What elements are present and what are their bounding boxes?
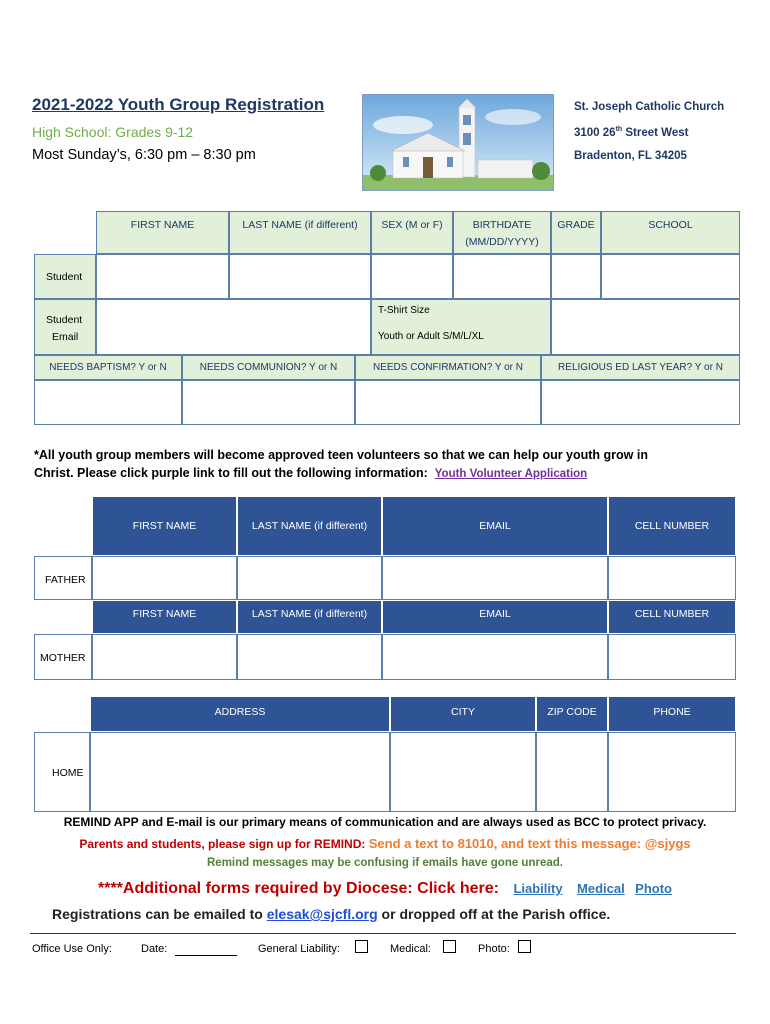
general-liability-label: General Liability: [258,943,340,955]
church-address: 3100 26th Street West [574,126,689,139]
church-city: Bradenton, FL 34205 [574,150,687,162]
father-first-name-label: FIRST NAME [132,520,197,532]
father-label: FATHER [45,574,86,586]
tshirt-size-label-2: Youth or Adult S/M/L/XL [378,331,484,342]
header-first-name [96,211,229,254]
remind-primary-text: REMIND APP and E-mail is our primary means of communication and are always used as BCC to protect privacy. [63,815,707,829]
mother-email-field[interactable] [382,634,608,680]
needs-confirmation-field[interactable] [355,380,541,425]
mother-cell-field[interactable] [608,634,736,680]
father-email-label: EMAIL [479,520,511,532]
header-birthdate-label: BIRTHDATE [472,219,532,231]
home-address-field[interactable] [90,732,390,812]
mother-first-name-field[interactable] [92,634,237,680]
home-zip-field[interactable] [536,732,608,812]
mother-label: MOTHER [40,652,86,664]
date-label: Date: [141,943,168,955]
father-first-name-field[interactable] [92,556,237,600]
mother-last-name-label: LAST NAME (if different) [251,608,368,620]
schedule-text: Most Sunday’s, 6:30 pm – 8:30 pm [32,147,256,163]
student-last-name-field[interactable] [229,254,371,299]
student-birthdate-field[interactable] [453,254,551,299]
row-label-email-1: Student [46,314,83,326]
home-city-label: CITY [451,706,475,718]
general-liability-checkbox[interactable] [355,940,368,953]
home-phone-field[interactable] [608,732,736,812]
mother-cell-label: CELL NUMBER [634,608,710,620]
photo-checkbox[interactable] [518,940,531,953]
father-cell-label: CELL NUMBER [634,520,710,532]
needs-baptism-label: NEEDS BAPTISM? Y or N [49,362,167,373]
medical-checkbox[interactable] [443,940,456,953]
liability-link[interactable]: Liability [513,881,563,896]
needs-baptism-field[interactable] [34,380,182,425]
additional-forms-text: ****Additional forms required by Diocese: Click here: [98,880,499,897]
youth-volunteer-link[interactable]: Youth Volunteer Application [434,468,588,480]
student-sex-field[interactable] [371,254,453,299]
remind-warning-text: Remind messages may be confusing if emails have gone unread. [207,857,563,869]
page-subtitle: High School: Grades 9-12 [32,124,194,140]
needs-communion-label: NEEDS COMMUNION? Y or N [199,362,338,373]
father-email-field[interactable] [382,556,608,600]
tshirt-size-field[interactable] [551,299,740,355]
header-first-name-label: FIRST NAME [130,219,195,231]
row-label-email [34,299,96,355]
notice-line-1: *All youth group members will become approved teen volunteers so that we can help our youth grow in [34,448,648,462]
student-email-field[interactable] [96,299,371,355]
header-birthdate-format: (MM/DD/YYYY) [465,236,539,248]
mother-email-label: EMAIL [479,608,511,620]
church-name: St. Joseph Catholic Church [574,101,725,113]
home-label: HOME [52,767,84,779]
photo-label: Photo: [478,943,510,955]
home-phone-label: PHONE [653,706,691,718]
father-last-name-label: LAST NAME (if different) [251,520,368,532]
email-link[interactable]: elesak@sjcfl.org [266,906,378,922]
header-school-label: SCHOOL [648,219,693,231]
remind-signup-text: Parents and students, please sign up for REMIND: Send a text to 81010, and text this message: @sjygs [79,836,691,851]
office-use-label: Office Use Only: [32,943,112,955]
notice-line-2: Christ. Please click purple link to fill out the following information: Youth Volunteer Application [34,466,588,480]
page-title: 2021-2022 Youth Group Registration [32,95,325,114]
tshirt-size-label-1: T-Shirt Size [378,305,430,316]
home-zip-label: ZIP CODE [547,706,597,718]
volunteer-notice [34,446,734,483]
additional-forms-line [98,880,672,898]
religious-ed-field[interactable] [541,380,740,425]
header-grade [551,211,601,254]
medical-link[interactable]: Medical [577,881,625,896]
medical-label: Medical: [390,943,431,955]
header-grade-label: GRADE [557,219,595,231]
divider [30,933,736,934]
mother-last-name-field[interactable] [237,634,382,680]
church-photo [362,94,554,191]
header-sex-label: SEX (M or F) [381,219,443,231]
religious-ed-label: RELIGIOUS ED LAST YEAR? Y or N [558,362,723,373]
student-grade-field[interactable] [551,254,601,299]
header-last-name [229,211,371,254]
mother-first-name-label: FIRST NAME [132,608,197,620]
home-address-label: ADDRESS [214,706,266,718]
needs-communion-field[interactable] [182,380,355,425]
date-field[interactable] [175,955,237,956]
header-sex [371,211,453,254]
needs-confirmation-label: NEEDS CONFIRMATION? Y or N [372,362,524,373]
student-school-field[interactable] [601,254,740,299]
home-city-field[interactable] [390,732,536,812]
header-last-name-label: LAST NAME (if different) [242,219,358,231]
father-last-name-field[interactable] [237,556,382,600]
student-first-name-field[interactable] [96,254,229,299]
header-school [601,211,740,254]
father-cell-field[interactable] [608,556,736,600]
row-label-email-2: Email [52,331,79,343]
emailed-line: Registrations can be emailed to elesak@sjcfl.org or dropped off at the Parish office. [52,906,611,922]
photo-link[interactable]: Photo [635,881,672,896]
row-label-student-text: Student [46,271,83,283]
